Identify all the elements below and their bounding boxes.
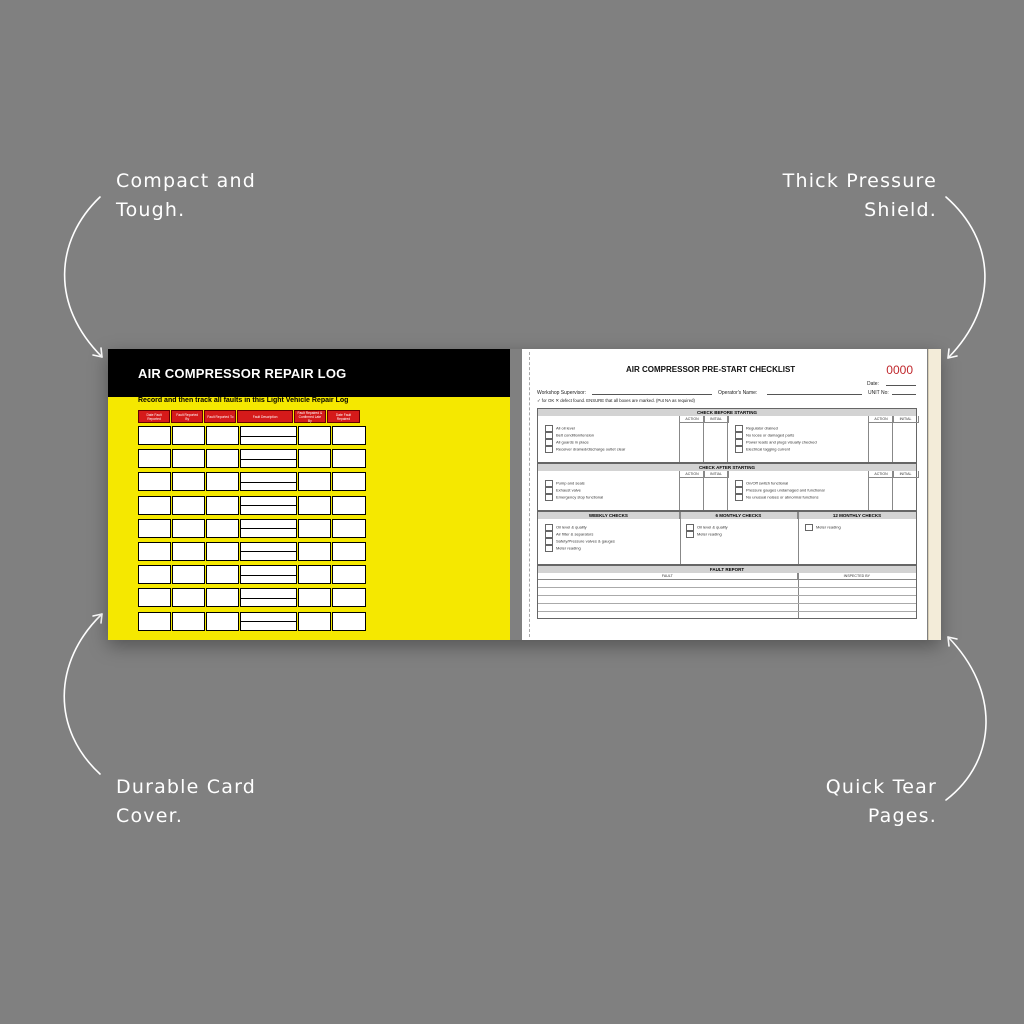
log-cell[interactable] bbox=[240, 565, 297, 584]
section-heading: FAULT REPORT bbox=[538, 566, 916, 573]
arrow-bottom-right-icon bbox=[946, 637, 986, 800]
checkbox-item[interactable]: Air filter & separators bbox=[545, 531, 615, 538]
date-line bbox=[886, 385, 916, 386]
callout-line: Cover. bbox=[116, 805, 184, 827]
cover-title: AIR COMPRESSOR REPAIR LOG bbox=[138, 366, 347, 381]
date-label: Date: bbox=[867, 381, 879, 387]
log-col-repaired-by: Fault Repaired & Confirmed Late By bbox=[294, 410, 326, 423]
log-cell[interactable] bbox=[138, 519, 171, 538]
log-cell[interactable] bbox=[172, 426, 205, 445]
checkbox-item[interactable]: Meter reading bbox=[805, 524, 841, 531]
log-cell[interactable] bbox=[138, 588, 171, 607]
log-cell[interactable] bbox=[298, 588, 331, 607]
twelve-monthly-heading: 12 MONTHLY CHECKS bbox=[797, 512, 916, 519]
log-row bbox=[138, 472, 367, 491]
log-cell[interactable] bbox=[298, 426, 331, 445]
fault-col-header: FAULT bbox=[661, 574, 673, 578]
log-cell[interactable] bbox=[206, 472, 239, 491]
log-cell[interactable] bbox=[298, 496, 331, 515]
log-cell[interactable] bbox=[172, 612, 205, 631]
log-cell[interactable] bbox=[206, 542, 239, 561]
log-cell[interactable] bbox=[172, 472, 205, 491]
log-cell[interactable] bbox=[240, 612, 297, 631]
log-col-reported-by: Fault Reported By bbox=[171, 410, 203, 423]
operator-line bbox=[767, 394, 862, 395]
log-cell[interactable] bbox=[332, 496, 366, 515]
log-cell[interactable] bbox=[298, 565, 331, 584]
checkbox-item[interactable]: On/Off switch functional bbox=[735, 480, 825, 487]
checkbox-item[interactable]: Oil level & quality bbox=[545, 524, 615, 531]
log-cell[interactable] bbox=[332, 426, 366, 445]
log-cell[interactable] bbox=[138, 565, 171, 584]
log-row bbox=[138, 519, 367, 538]
callout-line: Shield. bbox=[864, 199, 937, 221]
log-cell[interactable] bbox=[332, 588, 366, 607]
action-header: ACTION bbox=[679, 471, 705, 478]
callout-line: Compact and bbox=[116, 170, 256, 192]
initial-header: INITIAL bbox=[703, 471, 729, 478]
log-cell[interactable] bbox=[240, 588, 297, 607]
supervisor-line bbox=[592, 394, 712, 395]
checklist-title: AIR COMPRESSOR PRE-START CHECKLIST bbox=[626, 365, 796, 374]
page-stack-edge bbox=[928, 349, 941, 640]
log-cell[interactable] bbox=[332, 612, 366, 631]
inspected-by-col-header: INSPECTED BY bbox=[797, 573, 916, 579]
callout-line: Quick Tear bbox=[825, 776, 937, 798]
checkbox-item[interactable]: Pump and seals bbox=[545, 480, 603, 487]
log-cell[interactable] bbox=[206, 519, 239, 538]
weekly-items bbox=[545, 524, 615, 552]
arrow-top-left-icon bbox=[65, 197, 102, 357]
log-cell[interactable] bbox=[172, 542, 205, 561]
section-after-starting bbox=[537, 463, 917, 511]
checkbox-item[interactable]: No loose or damaged parts bbox=[735, 432, 817, 439]
page-number: 0000 bbox=[886, 363, 913, 377]
log-cell[interactable] bbox=[172, 588, 205, 607]
log-cell[interactable] bbox=[298, 519, 331, 538]
log-cell[interactable] bbox=[332, 519, 366, 538]
log-cell[interactable] bbox=[240, 542, 297, 561]
log-cell[interactable] bbox=[298, 542, 331, 561]
log-cell[interactable] bbox=[138, 449, 171, 468]
checkbox-item[interactable]: All guards in place bbox=[545, 439, 625, 446]
checkbox-item[interactable]: Oil level & quality bbox=[686, 524, 728, 531]
checkbox-item[interactable]: Power leads and plugs visually checked bbox=[735, 439, 817, 446]
log-cell[interactable] bbox=[138, 612, 171, 631]
checkbox-item[interactable]: No unusual noises or abnormal functions bbox=[735, 494, 825, 501]
section-fault-report bbox=[537, 565, 917, 619]
arrow-top-right-icon bbox=[946, 197, 985, 358]
checkbox-item[interactable]: Meter reading bbox=[686, 531, 728, 538]
checkbox-item[interactable]: Regulator drained bbox=[735, 425, 817, 432]
log-col-reported-to: Fault Reported To bbox=[204, 410, 236, 423]
after-right-items bbox=[735, 480, 825, 501]
six-monthly-heading: 6 MONTHLY CHECKS bbox=[679, 512, 797, 519]
initial-header: INITIAL bbox=[892, 416, 919, 423]
callout-line: Durable Card bbox=[116, 776, 257, 798]
weekly-heading: WEEKLY CHECKS bbox=[588, 513, 628, 518]
log-cell[interactable] bbox=[206, 496, 239, 515]
log-cell[interactable] bbox=[332, 472, 366, 491]
log-row bbox=[138, 588, 367, 607]
log-row bbox=[138, 612, 367, 631]
checkbox-item[interactable]: Meter reading bbox=[545, 545, 615, 552]
before-left-items bbox=[545, 425, 625, 453]
checklist-page bbox=[522, 349, 927, 640]
checkbox-item[interactable]: Pressure gauges undamaged and functional bbox=[735, 487, 825, 494]
log-cell[interactable] bbox=[332, 449, 366, 468]
log-cell[interactable] bbox=[298, 612, 331, 631]
log-cell[interactable] bbox=[206, 588, 239, 607]
checkbox-item[interactable]: All oil level bbox=[545, 425, 625, 432]
log-cell[interactable] bbox=[332, 565, 366, 584]
before-right-items bbox=[735, 425, 817, 453]
checkbox-item[interactable]: Emergency stop functional bbox=[545, 494, 603, 501]
log-row bbox=[138, 449, 367, 468]
perforation-line bbox=[529, 352, 530, 637]
callout-line: Pages. bbox=[867, 805, 937, 827]
log-col-description: Fault Description bbox=[237, 410, 292, 423]
after-left-items bbox=[545, 480, 603, 501]
cover-subtitle: Record and then track all faults in this Light Vehicle Repair Log bbox=[138, 397, 349, 404]
log-cell[interactable] bbox=[206, 449, 239, 468]
log-cell[interactable] bbox=[138, 542, 171, 561]
log-cell[interactable] bbox=[240, 472, 297, 491]
log-row bbox=[138, 426, 367, 445]
log-cell[interactable] bbox=[172, 496, 205, 515]
log-row bbox=[138, 542, 367, 561]
log-cell[interactable] bbox=[138, 426, 171, 445]
repair-log-header bbox=[138, 410, 361, 423]
twelve-monthly-items bbox=[805, 524, 841, 531]
log-cell[interactable] bbox=[298, 449, 331, 468]
checkbox-item[interactable]: Receiver drained/discharge outlet clear bbox=[545, 446, 625, 453]
log-cell[interactable] bbox=[332, 542, 366, 561]
initial-header: INITIAL bbox=[892, 471, 919, 478]
section-periodic-checks bbox=[537, 511, 917, 565]
log-cell[interactable] bbox=[240, 449, 297, 468]
log-cell[interactable] bbox=[298, 472, 331, 491]
action-header: ACTION bbox=[868, 471, 894, 478]
operator-label: Operator's Name: bbox=[718, 390, 758, 396]
log-cell[interactable] bbox=[206, 565, 239, 584]
log-cell[interactable] bbox=[172, 449, 205, 468]
checkbox-item[interactable]: Exhaust valve bbox=[545, 487, 603, 494]
log-col-date-reported: Date Fault Reported bbox=[138, 410, 170, 423]
log-cell[interactable] bbox=[138, 496, 171, 515]
log-cell[interactable] bbox=[240, 426, 297, 445]
log-col-date-repaired: Date Fault Repaired bbox=[327, 410, 360, 423]
card-cover bbox=[108, 349, 510, 640]
cover-header bbox=[108, 349, 510, 397]
checkbox-item[interactable]: Safety/Pressure valves & gauges bbox=[545, 538, 615, 545]
logbook bbox=[108, 349, 940, 640]
section-heading: CHECK BEFORE STARTING bbox=[538, 409, 916, 416]
log-cell[interactable] bbox=[138, 472, 171, 491]
section-heading: CHECK AFTER STARTING bbox=[538, 464, 916, 471]
checkbox-item[interactable]: Belt condition/tension bbox=[545, 432, 625, 439]
log-cell[interactable] bbox=[240, 496, 297, 515]
log-row bbox=[138, 565, 367, 584]
log-cell[interactable] bbox=[206, 426, 239, 445]
arrow-bottom-left-icon bbox=[64, 614, 102, 774]
log-cell[interactable] bbox=[172, 519, 205, 538]
legend-text: ✓ for OK ✕ defect found. ENSURE that all boxes are marked. (Put NA as required) bbox=[537, 398, 695, 403]
log-cell[interactable] bbox=[206, 612, 239, 631]
callout-line: Thick Pressure bbox=[782, 170, 937, 192]
callout-line: Tough. bbox=[116, 199, 186, 221]
unit-line bbox=[892, 394, 916, 395]
six-monthly-items bbox=[686, 524, 728, 538]
repair-log-rows bbox=[138, 426, 367, 635]
supervisor-label: Workshop Supervisor: bbox=[537, 390, 587, 396]
log-row bbox=[138, 496, 367, 515]
checkbox-item[interactable]: Electrical tagging current bbox=[735, 446, 817, 453]
log-cell[interactable] bbox=[172, 565, 205, 584]
unit-label: UNIT No: bbox=[868, 390, 889, 396]
log-cell[interactable] bbox=[240, 519, 297, 538]
action-header: ACTION bbox=[868, 416, 894, 423]
action-header: ACTION bbox=[679, 416, 705, 423]
section-before-starting bbox=[537, 408, 917, 463]
initial-header: INITIAL bbox=[703, 416, 729, 423]
